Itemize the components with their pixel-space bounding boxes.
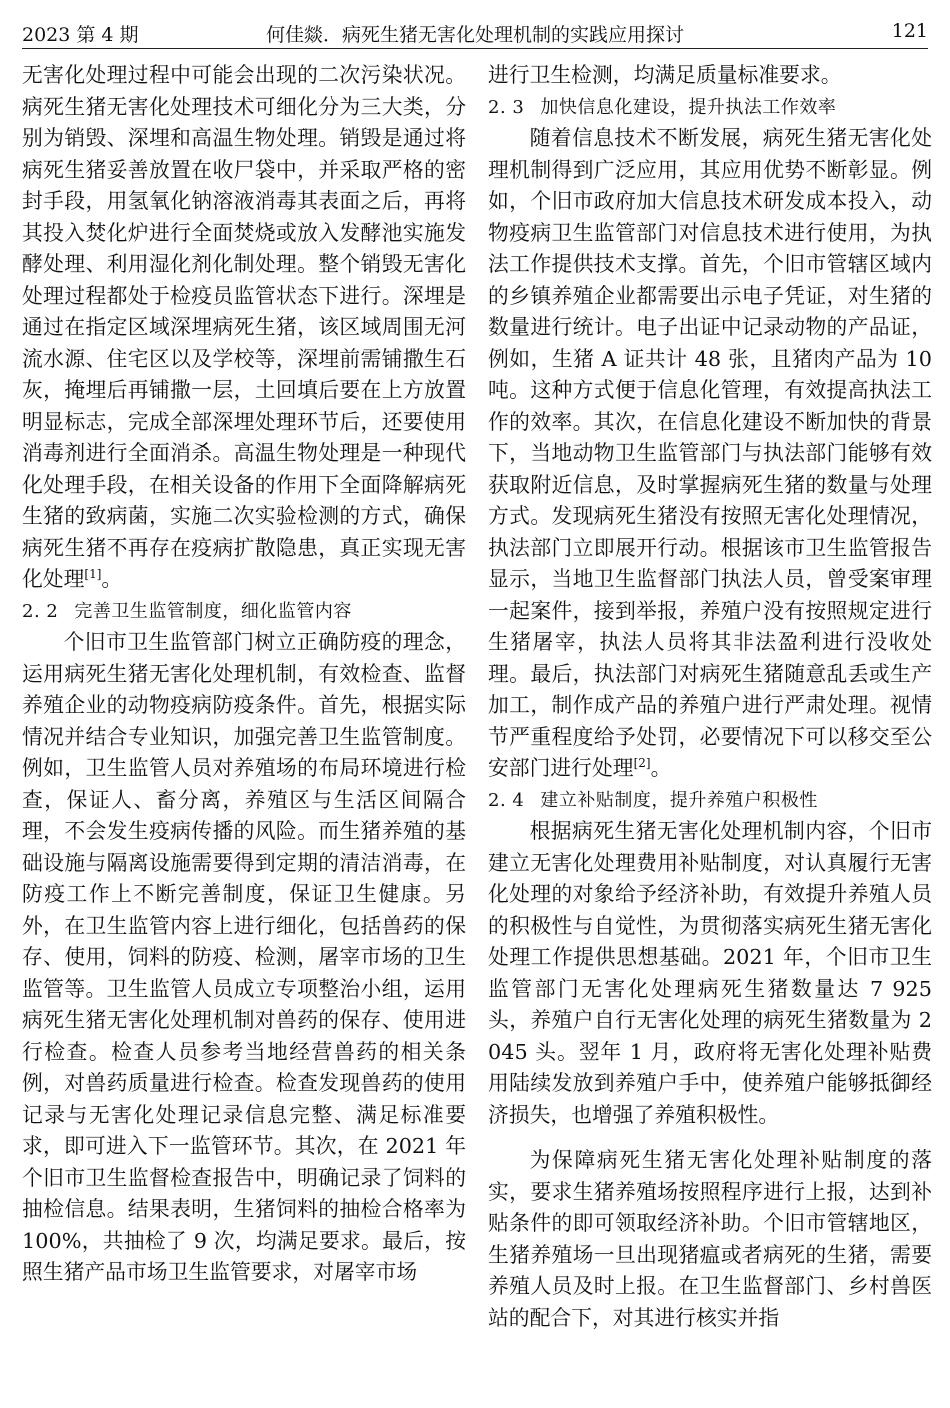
section-heading-2-4 [488, 785, 932, 817]
paragraph-informatization [488, 123, 932, 785]
citation-ref-1[interactable]: [1] [84, 567, 102, 582]
paragraph-treatment-methods [22, 60, 466, 596]
section-number: 2. 3 [488, 96, 525, 118]
paragraph-continuation: 进行卫生检测，均满足质量标准要求。 [488, 63, 842, 87]
journal-issue: 2023 第 4 期 [22, 24, 139, 46]
paragraph-end: 。 [101, 567, 123, 591]
page-number: 121 [891, 20, 928, 42]
paragraph-subsidy-implementation: 为保障病死生猪无害化处理补贴制度的落实，要求生猪养殖场按照程序进行上报，达到补贴条件的即可领取经济补助。个旧市管辖地区，生猪养殖场一旦出现猪瘟或者病死的生猪，需要养殖人员及时上报。在卫生监督部门、乡村兽医站的配合下，对其进行核实并指 [488, 1148, 932, 1330]
running-title: 何佳燚．病死生猪无害化处理机制的实践应用探讨 [265, 24, 684, 46]
paragraph-text: 随着信息技术不断发展，病死生猪无害化处理机制得到广泛应用，其应用优势不断彰显。例如，个旧市政府加大信息技术研发成本投入，动物疫病卫生监管部门对信息技术进行使用，为执法工作提供技术支撑。首先，个旧市管辖区域内的乡镇养殖企业都需要出示电子凭证，对生猪的数量进行统计。电子出证中记录动物的产品证，例如，生猪 A 证共计 48 张，且猪肉产品为 10 吨。这种方式便于信息化管理，有效提高执法工作的效率。其次，在信息化建设不断加快的背景下，当地动物卫生监管部门与执法部门能够有效获取附近信息，及时掌握病死生猪的数量与处理方式。发现病死生猪没有按照无害化处理情况，执法部门立即展开行动。根据该市卫生监管报告显示，当地卫生监督部门执法人员，曾受案审理一起案件，接到举报，养殖户没有按照规定进行生猪屠宰，执法人员将其非法盈利进行没收处理。最后，执法部门对病死生猪随意乱丢或生产加工，制作成产品的养殖户进行严肃处理。视情节严重程度给予处罚，必要情况下可以移交至公安部门进行处理 [488, 126, 932, 780]
citation-ref-2[interactable]: [2] [633, 756, 651, 771]
right-column [488, 60, 932, 1334]
section-number: 2. 4 [488, 789, 525, 811]
paragraph-gap [488, 1131, 932, 1145]
section-heading-2-2 [22, 596, 466, 628]
section-title: 完善卫生监管制度，细化监管内容 [74, 600, 352, 622]
left-column [22, 60, 466, 1289]
paragraph-end: 。 [650, 756, 672, 780]
running-header [22, 10, 928, 49]
section-number: 2. 2 [22, 600, 59, 622]
paragraph-subsidy: 根据病死生猪无害化处理机制内容，个旧市建立无害化处理费用补贴制度，对认真履行无害化处理的对象给予经济补助，有效提升养殖人员的积极性与自觉性，为贯彻落实病死生猪无害化处理工作提供思想基础。2021 年，个旧市卫生监管部门无害化处理病死生猪数量达 7 925 头，养殖户自行无害化处理的病死生猪数量为 2 045 头。翌年 1 月，政府将无害化处理补贴费用陆续发放到养殖户手中，使养殖户能够抵御经济损失，也增强了养殖积极性。 [488, 819, 932, 1127]
section-title: 建立补贴制度，提升养殖户积极性 [540, 789, 818, 811]
paragraph-text: 无害化处理过程中可能会出现的二次污染状况。病死生猪无害化处理技术可细化分为三大类，分别为销毁、深埋和高温生物处理。销毁是通过将病死生猪妥善放置在收尸袋中，并采取严格的密封手段，用氢氧化钠溶液消毒其表面之后，再将其投入焚化炉进行全面焚烧或放入发酵池实施发酵处理、利用湿化剂化制处理。整个销毁无害化处理过程都处于检疫员监管状态下进行。深埋是通过在指定区域深埋病死生猪，该区域周围无河流水源、住宅区以及学校等，深埋前需铺撒生石灰，掩埋后再铺撒一层，土回填后要在上方放置明显标志，完成全部深埋处理环节后，还要使用消毒剂进行全面消杀。高温生物处理是一种现代化处理手段，在相关设备的作用下全面降解病死生猪的致病菌，实施二次实验检测的方式，确保病死生猪不再存在疫病扩散隐患，真正实现无害化处理 [22, 63, 466, 591]
section-heading-2-3 [488, 92, 932, 124]
paragraph-supervision: 个旧市卫生监管部门树立正确防疫的理念，运用病死生猪无害化处理机制，有效检查、监督养殖企业的动物疫病防疫条件。首先，根据实际情况并结合专业知识，加强完善卫生监管制度。例如，卫生监管人员对养殖场的布局环境进行检查，保证人、畜分离，养殖区与生活区间隔合理，不会发生疫病传播的风险。而生猪养殖的基础设施与隔离设施需要得到定期的清洁消毒，在防疫工作上不断完善制度，保证卫生健康。另外，在卫生监管内容上进行细化，包括兽药的保存、使用，饲料的防疫、检测，屠宰市场的卫生监管等。卫生监管人员成立专项整治小组，运用病死生猪无害化处理机制对兽药的保存、使用进行检查。检查人员参考当地经营兽药的相关条例，对兽药质量进行检查。检查发现兽药的使用记录与无害化处理记录信息完整、满足标准要求，即可进入下一监管环节。其次，在 2021 年个旧市卫生监督检查报告中，明确记录了饲料的抽检信息。结果表明，生猪饲料的抽检合格率为 100%，共抽检了 9 次，均满足要求。最后，按照生猪产品市场卫生监管要求，对屠宰市场 [22, 630, 466, 1284]
section-title: 加快信息化建设，提升执法工作效率 [540, 96, 837, 118]
